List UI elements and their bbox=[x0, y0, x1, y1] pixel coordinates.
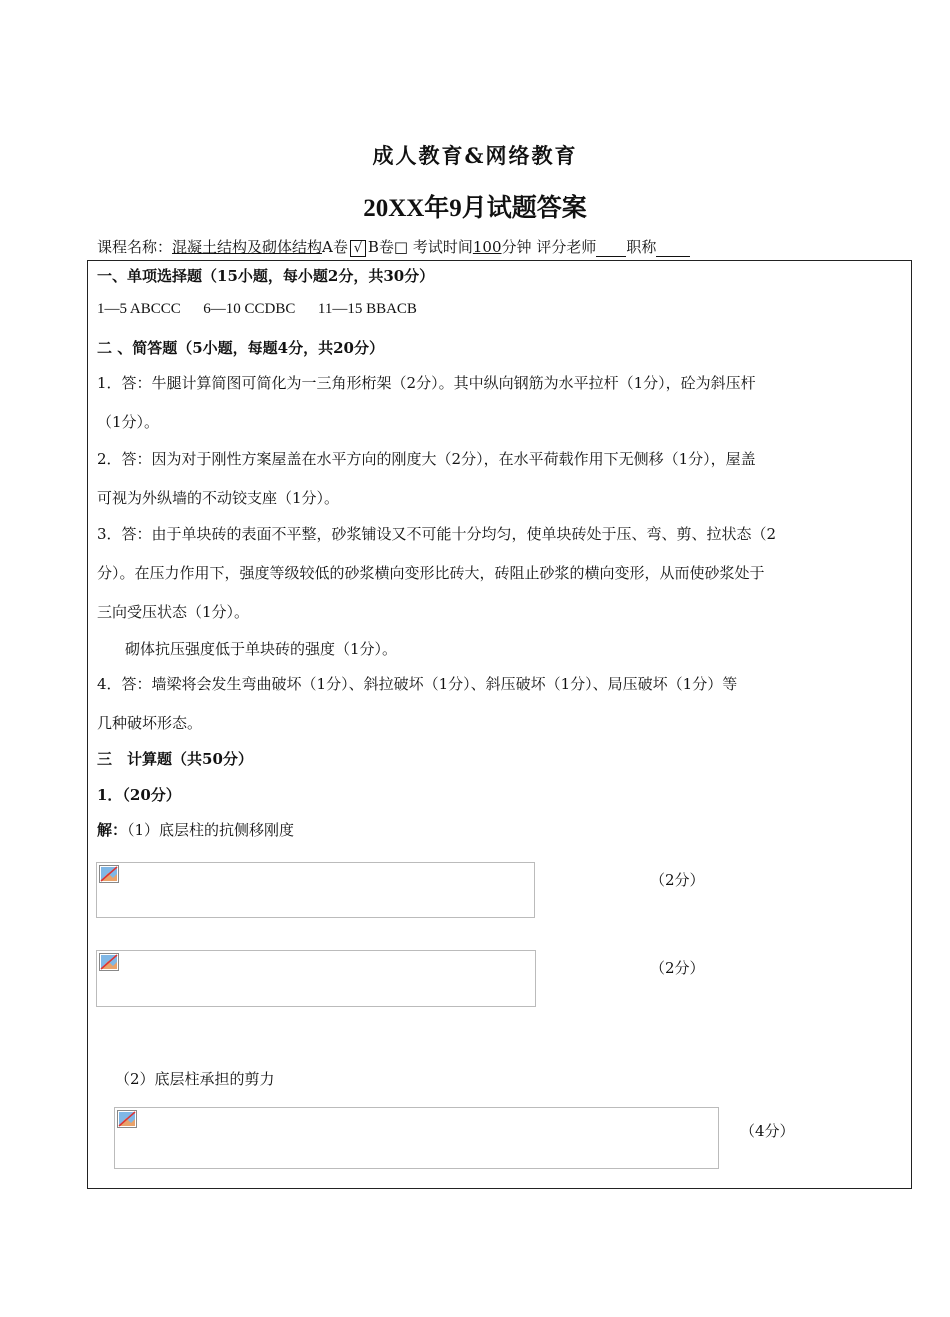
section2-heading: 二 、简答题（5小题，每题4分，共20分） bbox=[97, 339, 384, 357]
q1-answer-line1: 1．答：牛腿计算简图可简化为一三角形桁架（2分）。其中纵向钢筋为水平拉杆（1分），砼为斜压杆 bbox=[97, 374, 756, 392]
q3-answer-line4: 砌体抗压强度低于单块砖的强度（1分）。 bbox=[125, 640, 398, 658]
paper-a-label: A卷 bbox=[322, 238, 348, 256]
title-label: 职称 bbox=[626, 238, 657, 256]
grader-label: 评分老师 bbox=[536, 238, 597, 256]
formula-image-1 bbox=[96, 862, 535, 918]
broken-image-icon bbox=[99, 865, 119, 883]
q2-answer-line1: 2．答：因为对于刚性方案屋盖在水平方向的刚度大（2分），在水平荷载作用下无侧移（1分），屋盖 bbox=[97, 450, 756, 468]
paper-b-label: B卷□ bbox=[367, 238, 409, 256]
section1-heading: 一、单项选择题（15小题，每小题2分，共30分） bbox=[97, 267, 435, 285]
q4-answer-line1: 4．答：墙梁将会发生弯曲破坏（1分）、斜拉破坏（1分）、斜压破坏（1分）、局压破坏（1分）等 bbox=[97, 675, 738, 693]
exam-title: 20XX年9月试题答案 bbox=[363, 195, 587, 222]
exam-time-unit: 分钟 bbox=[501, 238, 532, 256]
answer-frame bbox=[87, 260, 912, 1189]
course-name: 混凝土结构及砌体结构 bbox=[172, 238, 323, 256]
title-blank bbox=[656, 238, 690, 257]
paper-a-checkbox[interactable]: √ bbox=[350, 240, 366, 257]
q4-answer-line2: 几种破坏形态。 bbox=[97, 714, 203, 732]
broken-image-icon bbox=[99, 953, 119, 971]
calc-q1-label: 1．（20分） bbox=[97, 786, 181, 804]
q1-answer-line2: （1分）。 bbox=[97, 413, 160, 431]
solution-label: 解： bbox=[97, 821, 128, 839]
broken-image-icon bbox=[117, 1110, 137, 1128]
q3-answer-line1: 3．答：由于单块砖的表面不平整，砂浆铺设又不可能十分均匀，使单块砖处于压、弯、剪、拉状态（2 bbox=[97, 525, 777, 543]
section3-heading: 三 计算题（共50分） bbox=[97, 750, 253, 768]
q2-answer-line2: 可视为外纵墙的不动铰支座（1分）。 bbox=[97, 489, 340, 507]
q3-answer-line2: 分）。在压力作用下，强度等级较低的砂浆横向变形比砖大，砖阻止砂浆的横向变形，从而使砂浆处于 bbox=[97, 564, 765, 582]
exam-time-value: 100 bbox=[472, 238, 502, 256]
score-3: （4分） bbox=[740, 1122, 795, 1140]
score-1: （2分） bbox=[650, 871, 705, 889]
grader-blank bbox=[596, 238, 626, 257]
institution-title: 成人教育&网络教育 bbox=[372, 143, 578, 168]
formula-image-2 bbox=[96, 950, 536, 1007]
solution-step1 bbox=[97, 819, 294, 840]
score-2: （2分） bbox=[650, 959, 705, 977]
exam-time-label: 考试时间 bbox=[412, 238, 473, 256]
course-info-line bbox=[97, 236, 690, 257]
solution-step2: （2）底层柱承担的剪力 bbox=[115, 1070, 275, 1088]
section1-answers: 1—5 ABCCC 6—10 CCDBC 11—15 BBACB bbox=[97, 301, 417, 317]
formula-image-3 bbox=[114, 1107, 719, 1169]
step1-text: （1）底层柱的抗侧移刚度 bbox=[127, 821, 295, 839]
q3-answer-line3: 三向受压状态（1分）。 bbox=[97, 603, 250, 621]
course-label: 课程名称： bbox=[97, 238, 173, 256]
